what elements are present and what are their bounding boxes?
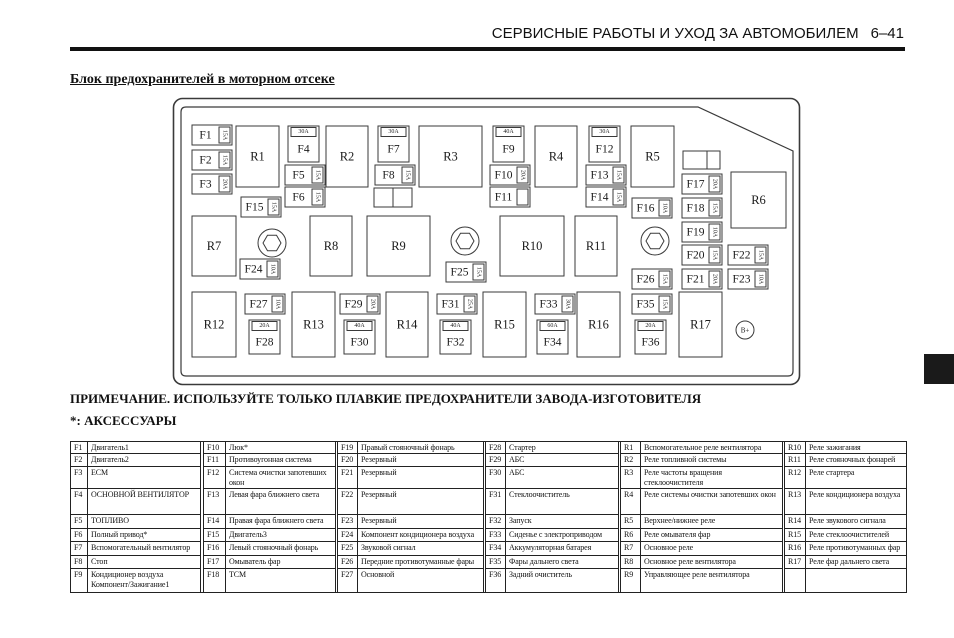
- fuse-f29: [340, 294, 380, 314]
- fuse-rating: 15A: [711, 202, 718, 214]
- fuse-label: F28: [255, 336, 274, 349]
- fuse-rating: 20A: [711, 178, 718, 190]
- fuse-label: F15: [245, 201, 264, 214]
- legend-description: Реле противотуманных фар: [806, 542, 907, 556]
- fuse-f5: [285, 165, 325, 185]
- relay-label: R13: [303, 317, 324, 332]
- legend-code: F12: [204, 467, 226, 489]
- fuse-f3: [192, 174, 232, 194]
- fuse-f11: [490, 187, 530, 207]
- legend-code: F8: [71, 556, 88, 569]
- relay-r11: [575, 216, 617, 276]
- fuse-rating: 15A: [711, 249, 718, 261]
- fuse-label: F33: [539, 298, 558, 311]
- legend-description: Реле омывателя фар: [641, 529, 783, 542]
- fuse-f22: [728, 245, 768, 265]
- header-rule: [70, 47, 905, 51]
- legend-description: Вспомогательное реле вентилятора: [641, 442, 783, 454]
- fuse-rating: 10A: [274, 298, 281, 310]
- legend-row: [71, 529, 907, 542]
- fuse-rating: 15A: [757, 249, 764, 261]
- fuse-f34: [537, 320, 568, 354]
- spare-slot-outline: [683, 151, 720, 169]
- relay-label: R8: [323, 239, 339, 253]
- legend-description: Реле топливной системы: [641, 454, 783, 467]
- fuse-label: F3: [199, 178, 212, 191]
- fuse-f24: [240, 259, 280, 279]
- fuse-f9: [493, 126, 524, 162]
- fuse-label: F5: [292, 169, 305, 182]
- fuse-label: F4: [297, 143, 310, 156]
- legend-code: F30: [486, 467, 506, 489]
- relay-label: R5: [645, 149, 660, 164]
- fuse-rating: 10A: [757, 273, 764, 285]
- footnote-text: *: АКСЕССУАРЫ: [70, 413, 177, 428]
- legend-code: F32: [486, 515, 506, 529]
- fuse-f31: [437, 294, 477, 314]
- fuse-label: F35: [636, 298, 655, 311]
- relay-r13: [292, 292, 335, 357]
- legend-description: ECM: [88, 467, 201, 489]
- mounting-nut-icon: [451, 227, 479, 255]
- section-heading: Блок предохранителей в моторном отсеке: [70, 72, 335, 87]
- fuse-label: F24: [244, 263, 263, 276]
- legend-code: F1: [71, 442, 88, 454]
- fuse-f19: [682, 222, 722, 242]
- fuse-f12: [589, 126, 620, 162]
- legend-code: R5: [621, 515, 641, 529]
- relay-r7: [192, 216, 236, 276]
- legend-code: R7: [621, 542, 641, 556]
- legend-body: [71, 442, 907, 593]
- fuse-f8: [375, 165, 415, 185]
- fuse-label: F26: [636, 273, 655, 286]
- legend-code: F17: [204, 556, 226, 569]
- legend-description: Кондиционер воздуха Компонент/Зажигание1: [88, 569, 201, 593]
- legend-description: Вспомогательный вентилятор: [88, 542, 201, 556]
- legend-code: F28: [486, 442, 506, 454]
- legend-code: F15: [204, 529, 226, 542]
- legend-description: Стоп: [88, 556, 201, 569]
- fuse-label: F11: [494, 191, 513, 204]
- relay-r10: [500, 216, 564, 276]
- relay-r15: [483, 292, 526, 357]
- legend-description: Основное реле вентилятора: [641, 556, 783, 569]
- legend-code: F27: [338, 569, 358, 593]
- fuse-label: F36: [641, 336, 660, 349]
- fuse-rating: 15A: [661, 273, 668, 285]
- legend-code: F5: [71, 515, 88, 529]
- legend-description: Основной: [358, 569, 484, 593]
- legend-code: F22: [338, 489, 358, 515]
- fuse-label: F29: [344, 298, 363, 311]
- legend-code: F2: [71, 454, 88, 467]
- legend-row: [71, 569, 907, 593]
- fuse-f23: [728, 269, 768, 289]
- legend-description: Правый стояночный фонарь: [358, 442, 484, 454]
- legend-code: R6: [621, 529, 641, 542]
- fuse-rating: 20A: [369, 298, 376, 310]
- fuse-f18: [682, 198, 722, 218]
- legend-description: TCM: [226, 569, 336, 593]
- relay-label: R12: [203, 317, 225, 332]
- spare-fuse-slot: [374, 188, 412, 207]
- legend-description: Основное реле: [641, 542, 783, 556]
- legend-description: Противоугонная система: [226, 454, 336, 467]
- legend-code: R3: [621, 467, 641, 489]
- legend-code: F31: [486, 489, 506, 515]
- legend-description: Правая фара ближнего света: [226, 515, 336, 529]
- fuse-f30: [344, 320, 375, 354]
- fuse-rating: 15A: [475, 266, 482, 278]
- legend-description: АБС: [506, 467, 619, 489]
- legend-row: [71, 515, 907, 529]
- fuse-f21: [682, 269, 722, 289]
- relay-r17: [679, 292, 722, 357]
- fuse-label: F20: [686, 249, 705, 262]
- legend-description: Компонент кондиционера воздуха: [358, 529, 484, 542]
- fuse-label: F27: [249, 298, 268, 311]
- fuse-label: F34: [543, 336, 562, 349]
- legend-description: Люк*: [226, 442, 336, 454]
- battery-terminal-label: B+: [740, 326, 750, 335]
- battery-terminal-icon: [736, 321, 754, 339]
- fuse-label: F10: [494, 169, 513, 182]
- fuse-label: F32: [446, 336, 465, 349]
- fuse-label: F9: [502, 143, 515, 156]
- relay-label: R15: [494, 317, 515, 332]
- relay-label: R2: [339, 149, 355, 164]
- fuse-f2: [192, 150, 232, 170]
- legend-description: Реле звукового сигнала: [806, 515, 907, 529]
- fuse-rating-box: [517, 189, 528, 205]
- fuse-rating: 40A: [354, 323, 365, 329]
- legend-code: F16: [204, 542, 226, 556]
- fuse-f36: [635, 320, 666, 354]
- fuse-f1: [192, 125, 232, 145]
- legend-description: Омыватель фар: [226, 556, 336, 569]
- legend-row: [71, 556, 907, 569]
- fuse-label: F31: [441, 298, 460, 311]
- legend-description: Полный привод*: [88, 529, 201, 542]
- legend-code: F24: [338, 529, 358, 542]
- legend-code: F19: [338, 442, 358, 454]
- legend-code: R8: [621, 556, 641, 569]
- fuse-label: F18: [686, 202, 705, 215]
- legend-description: ОСНОВНОЙ ВЕНТИЛЯТОР: [88, 489, 201, 515]
- legend-description: Резервный: [358, 454, 484, 467]
- legend-code: R16: [785, 542, 806, 556]
- legend-code: F3: [71, 467, 88, 489]
- fuse-rating: 20A: [711, 273, 718, 285]
- relay-label: R6: [751, 193, 766, 207]
- section-tab: [924, 354, 954, 384]
- fuse-label: F22: [732, 249, 751, 262]
- relay-label: R17: [690, 317, 711, 332]
- fuse-rating: 20A: [645, 323, 656, 329]
- legend-description: Система очистки запотевших окон: [226, 467, 336, 489]
- fuse-f6: [285, 187, 325, 207]
- legend-code: F21: [338, 467, 358, 489]
- fuse-rating: 15A: [661, 298, 668, 310]
- note-text: ПРИМЕЧАНИЕ. ИСПОЛЬЗУЙТЕ ТОЛЬКО ПЛАВКИЕ ПРЕДОХРАНИТЕЛИ ЗАВОДА-ИЗГОТОВИТЕЛЯ: [70, 391, 702, 406]
- fuse-label: F17: [686, 178, 705, 191]
- legend-code: [785, 569, 806, 593]
- legend-code: F6: [71, 529, 88, 542]
- relay-label: R11: [585, 239, 607, 253]
- fuse-label: F16: [636, 202, 655, 215]
- fuse-rating: 10A: [711, 226, 718, 238]
- fuse-label: F30: [350, 336, 369, 349]
- legend-row: [71, 542, 907, 556]
- fuse-f17: [682, 174, 722, 194]
- fuse-box-diagram: [172, 97, 802, 387]
- legend-code: R13: [785, 489, 806, 515]
- fuse-label: F7: [387, 143, 400, 156]
- relay-r16: [577, 292, 620, 357]
- fuse-rating: 15A: [615, 191, 622, 203]
- fuse-rating: 15A: [221, 154, 228, 166]
- legend-description: Фары дальнего света: [506, 556, 619, 569]
- mounting-nut-icon: [641, 227, 669, 255]
- legend-description: Звуковой сигнал: [358, 542, 484, 556]
- legend-code: F14: [204, 515, 226, 529]
- legend-code: R11: [785, 454, 806, 467]
- fuse-label: F6: [292, 191, 305, 204]
- relay-r14: [386, 292, 428, 357]
- legend-description: Запуск: [506, 515, 619, 529]
- legend-description: Верхнее/нижнее реле: [641, 515, 783, 529]
- relay-r8: [310, 216, 352, 276]
- fuse-f25: [446, 262, 486, 282]
- spare-fuse-slot: [683, 151, 720, 169]
- legend-code: R2: [621, 454, 641, 467]
- legend-description: Задний очиститель: [506, 569, 619, 593]
- legend-code: F36: [486, 569, 506, 593]
- legend-description: Реле стартера: [806, 467, 907, 489]
- fuse-rating: 10A: [661, 202, 668, 214]
- legend-description: Резервный: [358, 467, 484, 489]
- relay-label: R3: [443, 149, 458, 164]
- relay-r2: [326, 126, 368, 187]
- relay-label: R16: [588, 317, 609, 332]
- legend-code: F7: [71, 542, 88, 556]
- legend-description: Резервный: [358, 489, 484, 515]
- legend-code: R1: [621, 442, 641, 454]
- fuse-rating: 10A: [269, 263, 276, 275]
- nut-hexagon: [456, 233, 474, 249]
- fuse-label: F1: [199, 129, 212, 142]
- legend-description: Левый стояночный фонарь: [226, 542, 336, 556]
- legend-code: R9: [621, 569, 641, 593]
- legend-description: Реле стояночных фонарей: [806, 454, 907, 467]
- mounting-nut-icon: [258, 229, 286, 257]
- relay-label: R4: [548, 149, 564, 164]
- relay-r9: [367, 216, 430, 276]
- relay-label: R10: [521, 239, 543, 253]
- fuse-rating: 20A: [221, 178, 228, 190]
- page-header: [492, 26, 904, 41]
- legend-code: F34: [486, 542, 506, 556]
- legend-description: АБС: [506, 454, 619, 467]
- legend-code: F20: [338, 454, 358, 467]
- relay-label: R9: [391, 239, 406, 253]
- legend-row: [71, 454, 907, 467]
- legend-row: [71, 489, 907, 515]
- legend-row: [71, 467, 907, 489]
- fuse-rating: 15A: [314, 169, 321, 181]
- fuse-label: F23: [732, 273, 751, 286]
- legend-code: R15: [785, 529, 806, 542]
- fuse-f26: [632, 269, 672, 289]
- fuse-f7: [378, 126, 409, 162]
- fuse-f16: [632, 198, 672, 218]
- section-title: СЕРВИСНЫЕ РАБОТЫ И УХОД ЗА АВТОМОБИЛЕМ: [491, 25, 859, 42]
- fuse-label: F21: [686, 273, 705, 286]
- fuse-f14: [586, 187, 626, 207]
- relay-r6: [731, 172, 786, 228]
- fuse-rating: 15A: [221, 129, 228, 141]
- fuse-label: F2: [199, 154, 212, 167]
- legend-code: F23: [338, 515, 358, 529]
- legend-code: F18: [204, 569, 226, 593]
- legend-description: [806, 569, 907, 593]
- legend-code: R4: [621, 489, 641, 515]
- relay-label: R7: [206, 239, 222, 253]
- relay-label: R1: [250, 149, 265, 164]
- legend-code: F25: [338, 542, 358, 556]
- nut-hexagon: [646, 233, 664, 249]
- legend-code: R17: [785, 556, 806, 569]
- legend-description: Реле частоты вращения стеклоочистителя: [641, 467, 783, 489]
- fuse-rating: 40A: [450, 323, 461, 329]
- relay-r4: [535, 126, 577, 187]
- fuse-f4: [288, 126, 319, 162]
- fuse-label: F14: [590, 191, 609, 204]
- relay-r5: [631, 126, 674, 187]
- legend-code: F29: [486, 454, 506, 467]
- fuse-f15: [241, 197, 281, 217]
- relay-r1: [236, 126, 279, 187]
- legend-description: ТОПЛИВО: [88, 515, 201, 529]
- legend-code: F35: [486, 556, 506, 569]
- fuse-rating: 15A: [270, 201, 277, 213]
- page-number: 6–41: [870, 25, 904, 42]
- fuse-f10: [490, 165, 530, 185]
- legend-description: Управляющее реле вентилятора: [641, 569, 783, 593]
- legend-description: Реле системы очистки запотевших окон: [641, 489, 783, 515]
- fuse-rating: 20A: [519, 169, 526, 181]
- fuse-f20: [682, 245, 722, 265]
- legend-code: F13: [204, 489, 226, 515]
- fuse-f13: [586, 165, 626, 185]
- fuse-f35: [632, 294, 672, 314]
- fuse-rating: 40A: [503, 129, 514, 135]
- legend-code: R14: [785, 515, 806, 529]
- fuse-rating: 20A: [259, 323, 270, 329]
- fuse-rating: 15A: [314, 191, 321, 203]
- legend-code: F26: [338, 556, 358, 569]
- fuse-f32: [440, 320, 471, 354]
- fuse-rating: 15A: [615, 169, 622, 181]
- relay-r12: [192, 292, 236, 357]
- fuse-label: F25: [450, 266, 469, 279]
- legend-code: F33: [486, 529, 506, 542]
- legend-description: Сиденье с электроприводом: [506, 529, 619, 542]
- legend-description: Стартер: [506, 442, 619, 454]
- fuse-rating: 15A: [404, 169, 411, 181]
- relay-label: R14: [396, 317, 418, 332]
- legend-description: Резервный: [358, 515, 484, 529]
- fuse-f28: [249, 320, 280, 354]
- legend-code: F11: [204, 454, 226, 467]
- legend-code: F10: [204, 442, 226, 454]
- legend-description: Реле фар дальнего света: [806, 556, 907, 569]
- legend-description: Реле кондиционера воздуха: [806, 489, 907, 515]
- fuse-rating: 30A: [298, 129, 309, 135]
- fuse-label: F8: [382, 169, 395, 182]
- legend-row: [71, 442, 907, 454]
- legend-code: F9: [71, 569, 88, 593]
- fuse-f27: [245, 294, 285, 314]
- legend-code: R12: [785, 467, 806, 489]
- legend-description: Левая фара ближнего света: [226, 489, 336, 515]
- relay-r3: [419, 126, 482, 187]
- fuse-rating: 30A: [564, 298, 571, 310]
- legend-description: Передние противотуманные фары: [358, 556, 484, 569]
- nut-hexagon: [263, 235, 281, 251]
- fuse-rating: 30A: [599, 129, 610, 135]
- legend-description: Реле стеклоочистителей: [806, 529, 907, 542]
- fuse-f33: [535, 294, 575, 314]
- fuse-legend-table: [70, 441, 907, 593]
- fuse-label: F13: [590, 169, 609, 182]
- fuse-rating: 25A: [466, 298, 473, 310]
- legend-description: Аккумуляторная батарея: [506, 542, 619, 556]
- fuse-rating: 30A: [388, 129, 399, 135]
- legend-description: Двигатель2: [88, 454, 201, 467]
- fuse-label: F19: [686, 226, 705, 239]
- fuse-rating: 60A: [547, 323, 558, 329]
- legend-description: Двигатель3: [226, 529, 336, 542]
- legend-code: F4: [71, 489, 88, 515]
- fuse-label: F12: [595, 143, 614, 156]
- legend-code: R10: [785, 442, 806, 454]
- legend-description: Реле зажигания: [806, 442, 907, 454]
- legend-description: Стеклоочиститель: [506, 489, 619, 515]
- legend-description: Двигатель1: [88, 442, 201, 454]
